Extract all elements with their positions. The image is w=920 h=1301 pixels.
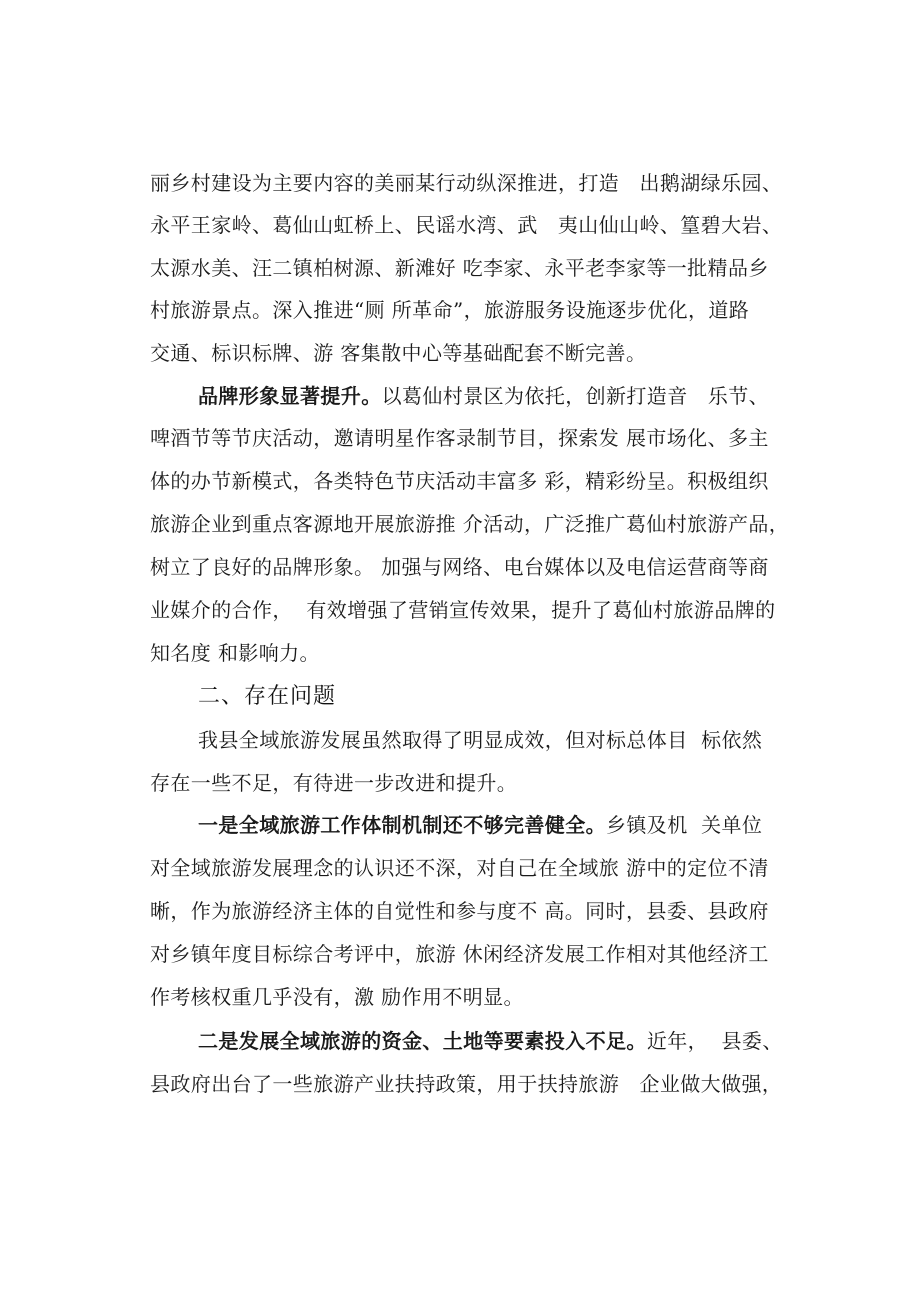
brand-line-5: 树立了良好的品牌形象。 加强与网络、电台媒体以及电信运营商等商 (150, 555, 769, 579)
intro-line-3: 太源水美、汪二镇柏树源、新滩好 吃李家、永平老李家等一批精品乡 (150, 256, 769, 280)
problems-line-2: 存在一些不足，有待进一步改进和提升。 (150, 771, 518, 795)
brand-line-2: 啤酒节等节庆活动，邀请明星作客录制节目，探索发 展市场化、多主 (150, 426, 769, 450)
section-heading: 二、存在问题 (198, 684, 337, 709)
problem-two-lead: 二是发展全域旅游的资金、土地等要素投入不足。 (198, 1029, 647, 1053)
intro-line-1: 丽乡村建设为主要内容的美丽某行动纵深推进，打造 出鹅湖绿乐园、 (150, 171, 783, 195)
brand-line-4: 旅游企业到重点客源地开展旅游推 介活动，广泛推广葛仙村旅游产品， (150, 512, 790, 536)
intro-line-4: 村旅游景点。深入推进“厕 所革命”，旅游服务设施逐步优化，道路 (150, 298, 750, 322)
brand-first-line-rest: 以葛仙村景区为依托，创新打造音 乐节、 (381, 384, 770, 408)
intro-line-5: 交通、标识标牌、游 客集散中心等基础配套不断完善。 (150, 341, 647, 365)
brand-line-6: 业媒介的合作， 有效增强了营销宣传效果，提升了葛仙村旅游品牌的 (150, 598, 776, 622)
problem-one-line-3: 晰，作为旅游经济主体的自觉性和参与度不 高。同时，县委、县政府 (150, 899, 769, 923)
problem-two-line-2: 县政府出台了一些旅游产业扶持政策，用于扶持旅游 企业做大做强， (150, 1072, 783, 1096)
problem-two-line-1 (198, 1028, 810, 1054)
problems-line-1: 我县全域旅游发展虽然取得了明显成效，但对标总体目 标依然 (198, 728, 763, 752)
problem-one-line-2: 对全域旅游发展理念的认识还不深，对自己在全域旅 游中的定位不清 (150, 856, 769, 880)
problem-one-lead: 一是全域旅游工作体制机制还不够完善健全。 (198, 813, 606, 837)
problem-one-line-5: 作考核权重几乎没有，激 励作用不明显。 (150, 985, 524, 1009)
brand-line-1 (198, 383, 810, 409)
brand-line-3: 体的办节新模式，各类特色节庆活动丰富多 彩，精彩纷呈。积极组织 (150, 469, 769, 493)
brand-lead: 品牌形象显著提升。 (198, 384, 382, 408)
problem-one-first-line-rest: 乡镇及机 关单位 (606, 813, 763, 837)
brand-line-7: 知名度 和影响力。 (150, 641, 320, 665)
intro-line-2: 永平王家岭、葛仙山虹桥上、民谣水湾、武 夷山仙山岭、篁碧大岩、 (150, 213, 783, 237)
problem-two-first-line-rest: 近年， 县委、 (646, 1029, 783, 1053)
problem-one-line-1 (198, 812, 810, 838)
problem-one-line-4: 对乡镇年度目标综合考评中，旅游 休闲经济发展工作相对其他经济工 (150, 942, 769, 966)
